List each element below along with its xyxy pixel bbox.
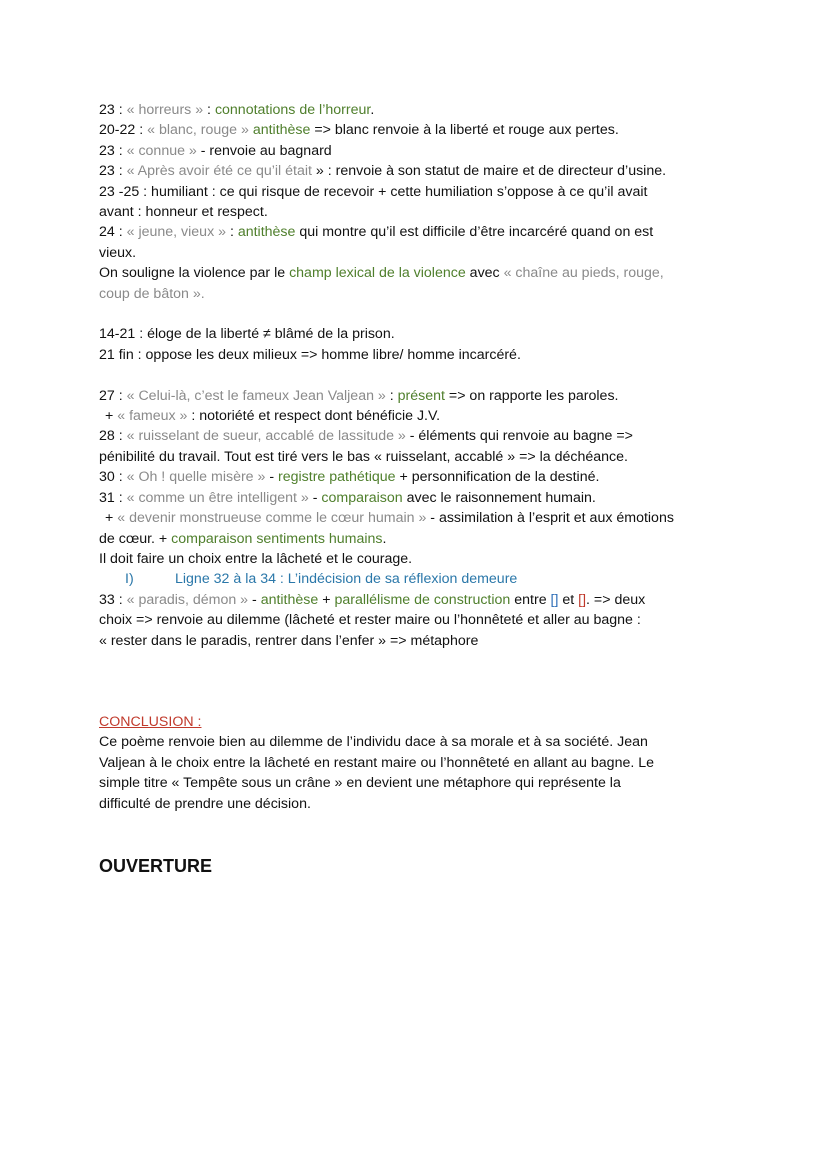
- analysis-line-9: On souligne la violence par le champ lexical de la violence avec « chaîne au pieds, rouge,: [99, 265, 664, 282]
- analysis-line-17: 30 : « Oh ! quelle misère » - registre pathétique + personnification de la destiné.: [99, 469, 600, 486]
- document-body: [99, 100, 739, 878]
- conclusion-line-4: difficulté de prendre une décision.: [99, 795, 311, 812]
- analysis-line-2: 20-22 : « blanc, rouge » antithèse => blanc renvoie à la liberté et rouge aux pertes.: [99, 122, 619, 139]
- conclusion-line-2: Valjean à le choix entre la lâcheté en restant maire ou l’honnêteté en allant au bagne. Le: [99, 754, 655, 771]
- conclusion-line-3: simple titre « Tempête sous un crâne » en devient une métaphore qui représente la: [99, 775, 621, 792]
- analysis-line-19: + « devenir monstrueuse comme le cœur humain » - assimilation à l’esprit et aux émotions: [105, 510, 674, 527]
- analysis-line-12: 21 fin : oppose les deux milieux => homme libre/ homme incarcéré.: [99, 346, 521, 363]
- analysis-line-10: coup de bâton ».: [99, 285, 205, 302]
- analysis-line-13: 27 : « Celui-là, c’est le fameux Jean Valjean » : présent => on rapporte les paroles.: [99, 387, 619, 404]
- section-title: Ligne 32 à la 34 : L’indécision de sa réflexion demeure: [175, 571, 518, 588]
- analysis-line-5: 23 -25 : humiliant : ce qui risque de recevoir + cette humiliation s’oppose à ce qu’il avait: [99, 183, 648, 200]
- section-heading: [99, 569, 739, 589]
- analysis-line-11: 14-21 : éloge de la liberté ≠ blâmé de la prison.: [99, 326, 395, 343]
- analysis-line-15: 28 : « ruisselant de sueur, accablé de lassitude » - éléments qui renvoie au bagne =>: [99, 428, 633, 445]
- analysis-line-20: de cœur. + comparaison sentiments humains.: [99, 530, 387, 547]
- analysis-line-6: avant : honneur et respect.: [99, 204, 268, 221]
- analysis-line-4: 23 : « Après avoir été ce qu’il était » : renvoie à son statut de maire et de directeur d’usine.: [99, 163, 667, 180]
- analysis-line-23: choix => renvoie au dilemme (lâcheté et rester maire ou l’honnêteté et aller au bagne :: [99, 612, 641, 629]
- analysis-line-8: vieux.: [99, 244, 137, 261]
- analysis-line-1: 23 : « horreurs » : connotations de l’horreur.: [99, 102, 375, 118]
- analysis-line-24: « rester dans le paradis, rentrer dans l’enfer » => métaphore: [99, 632, 479, 649]
- analysis-line-18: 31 : « comme un être intelligent » - comparaison avec le raisonnement humain.: [99, 489, 596, 506]
- conclusion-line-1: Ce poème renvoie bien au dilemme de l’individu dace à sa morale et à sa société. Jean: [99, 734, 648, 751]
- analysis-line-16: pénibilité du travail. Tout est tiré vers le bas « ruisselant, accablé » => la déchéance.: [99, 448, 628, 465]
- analysis-line-22: 33 : « paradis, démon » - antithèse + parallélisme de construction entre [] et []. => deux: [99, 591, 646, 608]
- analysis-line-7: 24 : « jeune, vieux » : antithèse qui montre qu’il est difficile d’être incarcéré quand on est: [99, 224, 654, 241]
- analysis-line-3: 23 : « connue » - renvoie au bagnard: [99, 142, 332, 159]
- analysis-line-14: + « fameux » : notoriété et respect dont bénéficie J.V.: [105, 408, 441, 425]
- conclusion-title: CONCLUSION :: [99, 713, 202, 730]
- section-number: I): [125, 571, 134, 588]
- ouverture-heading: OUVERTURE: [99, 855, 213, 876]
- analysis-line-21: Il doit faire un choix entre la lâcheté et le courage.: [99, 550, 413, 567]
